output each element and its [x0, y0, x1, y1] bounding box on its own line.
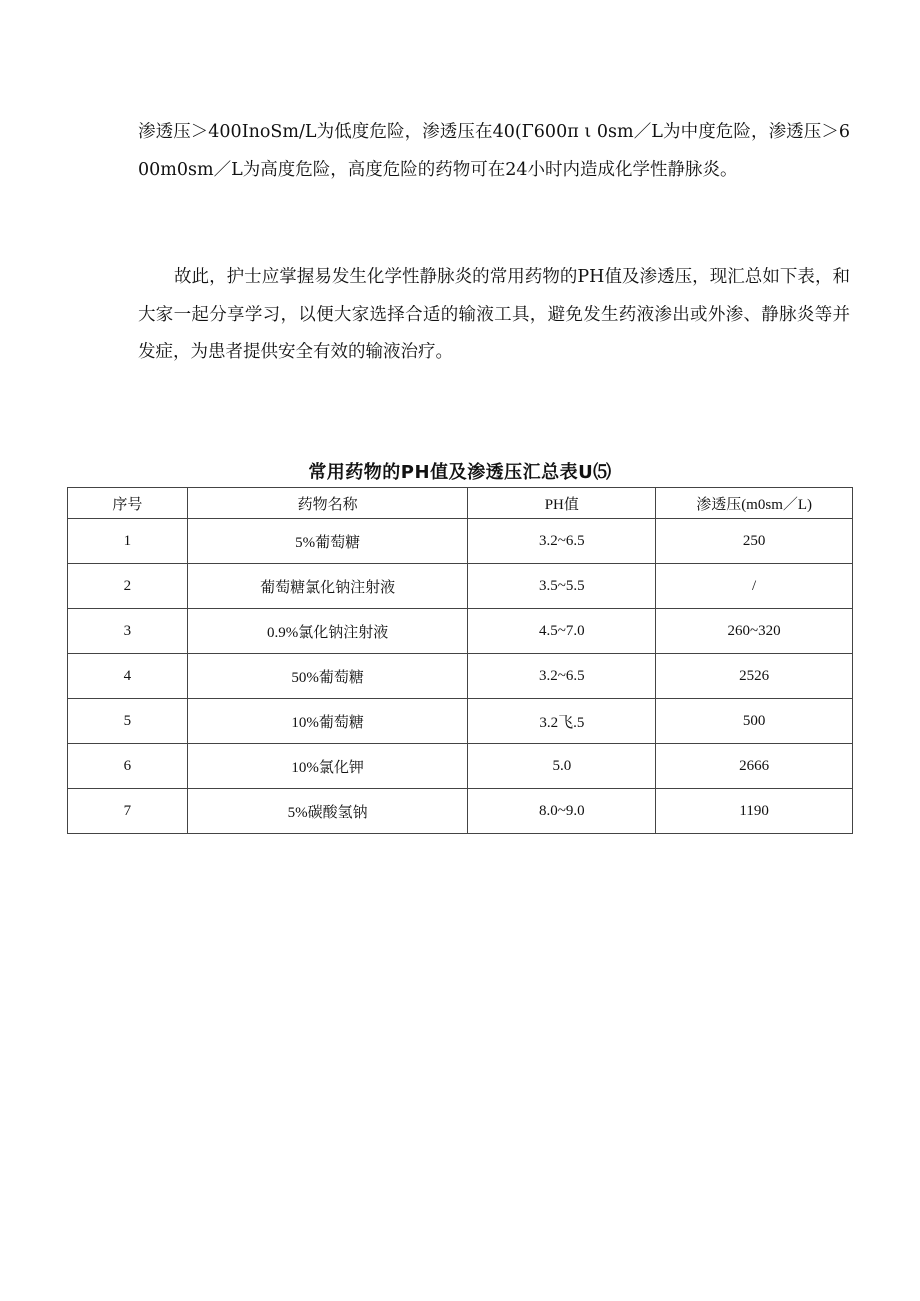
table-row	[68, 519, 853, 564]
header-drug-name: 药物名称	[187, 488, 468, 519]
cell-ph: 4.5~7.0	[468, 609, 656, 654]
paragraph-summary-intro: 故此，护士应掌握易发生化学性静脉炎的常用药物的PH值及渗透压，现汇总如下表，和大家一起分享学习，以便大家选择合适的输液工具，避免发生药液渗出或外渗、静脉炎等并发症，为患者提供安全有效的输液治疗。	[138, 267, 850, 362]
paragraph-osmotic-risk: 渗透压＞400InoSm/L为低度危险，渗透压在40(Γ600π ι 0sm／L为中度危险，渗透压＞600m0sm／L为高度危险，高度危险的药物可在24小时内造成化学性静脉炎。	[138, 122, 850, 180]
cell-drug-name: 0.9%氯化钠注射液	[187, 609, 468, 654]
cell-osmotic-pressure: 250	[656, 519, 853, 564]
cell-drug-name: 5%葡萄糖	[187, 519, 468, 564]
cell-osmotic-pressure: /	[656, 564, 853, 609]
header-index: 序号	[68, 488, 188, 519]
table-row	[68, 744, 853, 789]
table-row	[68, 699, 853, 744]
cell-osmotic-pressure: 1190	[656, 789, 853, 834]
cell-ph: 5.0	[468, 744, 656, 789]
header-ph: PH值	[468, 488, 656, 519]
table-row	[68, 654, 853, 699]
cell-index: 2	[68, 564, 188, 609]
table-row	[68, 609, 853, 654]
cell-osmotic-pressure: 2526	[656, 654, 853, 699]
cell-osmotic-pressure: 500	[656, 699, 853, 744]
table-row	[68, 564, 853, 609]
table-row	[68, 789, 853, 834]
cell-index: 7	[68, 789, 188, 834]
cell-index: 1	[68, 519, 188, 564]
drug-ph-osmotic-table	[67, 487, 853, 834]
cell-drug-name: 50%葡萄糖	[187, 654, 468, 699]
cell-drug-name: 5%碳酸氢钠	[187, 789, 468, 834]
cell-ph: 3.2~6.5	[468, 654, 656, 699]
cell-drug-name: 10%葡萄糖	[187, 699, 468, 744]
table-title: 常用药物的PH值及渗透压汇总表U⑸	[308, 462, 612, 483]
cell-drug-name: 10%氯化钾	[187, 744, 468, 789]
cell-ph: 8.0~9.0	[468, 789, 656, 834]
cell-ph: 3.2飞.5	[468, 699, 656, 744]
cell-osmotic-pressure: 260~320	[656, 609, 853, 654]
cell-ph: 3.5~5.5	[468, 564, 656, 609]
cell-index: 6	[68, 744, 188, 789]
cell-ph: 3.2~6.5	[468, 519, 656, 564]
header-osmotic-pressure: 渗透压(m0sm／L)	[656, 488, 853, 519]
cell-index: 4	[68, 654, 188, 699]
cell-osmotic-pressure: 2666	[656, 744, 853, 789]
cell-index: 3	[68, 609, 188, 654]
cell-index: 5	[68, 699, 188, 744]
table-header-row	[68, 488, 853, 519]
cell-drug-name: 葡萄糖氯化钠注射液	[187, 564, 468, 609]
